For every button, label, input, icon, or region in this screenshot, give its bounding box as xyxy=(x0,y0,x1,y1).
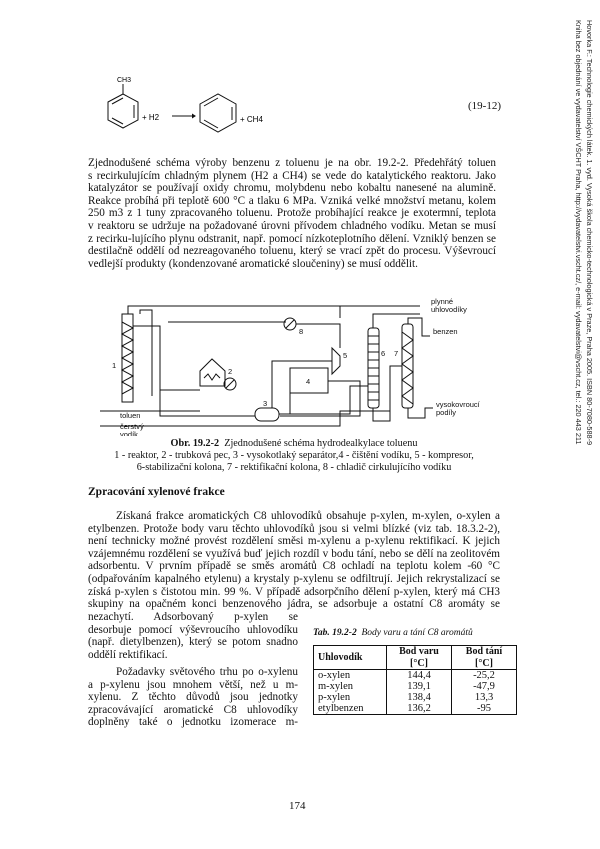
cell-melting: 13,3 xyxy=(452,692,517,703)
table-title-number: Tab. 19.2-2 xyxy=(313,628,357,638)
text-line: z recirku-lujícího plynu odstranit, např. pomocí nízkoteplotního dělení. Vzniklý benzen se xyxy=(88,232,496,245)
label-number-8: 8 xyxy=(299,327,304,336)
text-line: a p-xylenu jsou mnohem větší, než u m- xyxy=(88,678,298,691)
label-number-3: 3 xyxy=(263,399,268,408)
ch3-label: CH3 xyxy=(117,77,132,84)
table-row xyxy=(314,670,517,682)
reactor-packing xyxy=(122,322,133,394)
text-line: vzájemnému rozdělení se využívá buď jejich rozdíl v bodu tání, nebo se dělí na zeolitovém xyxy=(88,547,500,560)
label-benzen: benzen xyxy=(433,327,458,336)
text-line: získá p-xylen s čistotou min. 99 %. V případě adsorpčního dělení p-xylen, který má CH3 xyxy=(88,585,500,598)
label-podily: podíly xyxy=(436,408,457,417)
reaction-arrow-head xyxy=(192,114,196,119)
recycle-line-top xyxy=(128,306,340,318)
section-heading: Zpracování xylenové frakce xyxy=(88,486,225,498)
page-number: 174 xyxy=(289,800,306,812)
label-number-4: 4 xyxy=(306,377,311,386)
caption-line-3: 6-stabilizační kolona, 7 - rektifikační kolona, 8 - chladič cirkulujícího vodíku xyxy=(136,462,452,474)
text-line: etylbenzen. Protože body varu těchto uhlovodíků jsou si velmi blízké (viz tab. 18.3.2-2), xyxy=(88,522,500,535)
label-number-6: 6 xyxy=(381,349,386,358)
paragraph-xylene xyxy=(88,510,500,611)
label-number-7: 7 xyxy=(394,349,399,358)
paragraph-intro xyxy=(88,157,496,270)
label-plynne: plynné xyxy=(431,297,454,306)
text-line: Získaná frakce aromatických C8 uhlovodíků obsahuje p-xylen, m-xylen, o-xylen a xyxy=(116,510,500,522)
text-line: desorbuje pomocí výševroucího uhlovodíku xyxy=(88,623,298,636)
text-line: katalyzátor se používají oxidy chromu, molybdenu nebo kobaltu nanesené na alumině. xyxy=(88,182,496,195)
label-vysokovrouci: vysokovroucí xyxy=(436,400,480,409)
label-cerstvy: čerstvý xyxy=(120,422,144,431)
benzene-outlet xyxy=(408,318,430,336)
table-title-text: Body varu a tání C8 aromátů xyxy=(361,628,473,638)
table-row xyxy=(314,692,517,703)
process-diagram xyxy=(100,296,500,436)
text-line: adsorbentu. V prvním případě se směs aromátů C8 ochladí na teplotu kolem -60 °C xyxy=(88,560,500,573)
heat-exchanger-mark xyxy=(226,380,234,388)
header-boiling: Bod varu [°C] xyxy=(387,646,452,670)
pipe-reactor-out xyxy=(133,326,255,416)
text-line: není technicky možné provést rozdělení směsi m-xylenu a p-xylenu rektifikací. K jejich xyxy=(88,535,500,548)
cell-melting: -25,2 xyxy=(452,670,517,682)
cell-melting: -47,9 xyxy=(452,681,517,692)
separator-3 xyxy=(255,408,279,421)
plus-h2: + H2 xyxy=(142,113,160,122)
text-line: oddělí rektifikací. xyxy=(88,648,168,661)
text-line: Zjednodušené schéma výroby benzenu z toluenu je na obr. 19.2-2. Předehřátý toluen xyxy=(88,157,496,169)
text-line: xylenu. Z těchto důvodů jsou jednotky xyxy=(88,691,298,704)
label-toluen: toluen xyxy=(120,411,141,420)
text-line: skupiny na opačném konci benzenového jádra, se adsorbuje a ostatní C8 aromáty se xyxy=(88,598,500,611)
text-line: (odpařováním kapalného etylenu) a krystaly p-xylenu se odfiltrují. Jejich rekrystalizací se xyxy=(88,572,500,585)
cooler-mark xyxy=(286,320,294,328)
benzene-structure xyxy=(200,94,236,132)
text-line: (např. dietylbenzen), který se potom snadno xyxy=(88,636,298,649)
figure-caption xyxy=(88,438,500,475)
table-row xyxy=(314,681,517,692)
label-uhlovodiky: uhlovodíky xyxy=(431,305,467,314)
citation-line-2: Kniha bez objednání ve vydavatelství VŠCHT Praha, http://vydavatelstvi.vscht.cz/, e-mail: vydavatelstvi@vscht.cz, tel.: 220 443 211 xyxy=(574,20,583,445)
text-line: vedlejší produkty (kondenzované aromatické sloučeniny) se musí oddělit. xyxy=(88,257,418,270)
plus-ch4: + CH4 xyxy=(240,115,263,124)
cell-name: etylbenzen xyxy=(314,703,387,715)
heavy-outlet xyxy=(408,408,433,418)
compressor-5 xyxy=(332,348,340,374)
citation-line-1: Hovorka F.: Technologie chemických látek. 1. vyd. Vysoká škola chemicko-technologická v Praze, Praha 2005. ISBN 80-7080-588-9 xyxy=(585,20,594,446)
furnace-coil xyxy=(204,374,220,380)
label-number-5: 5 xyxy=(343,351,348,360)
table-row xyxy=(314,703,517,715)
cell-name: m-xylen xyxy=(314,681,387,692)
text-line: nezachytí. Adsorbovaný p-xylen se xyxy=(88,611,298,623)
column-7-packing xyxy=(402,332,413,404)
cell-name: o-xylen xyxy=(314,670,387,682)
caption-line-2: 1 - reaktor, 2 - trubková pec, 3 - vysokotlaký separátor,4 - čištění vodíku, 5 - kompresor, xyxy=(114,450,474,462)
reaction-equation xyxy=(88,70,328,155)
text-line: Reakce probíhá při teplotě 600 °C a tlaku 6 MPa. Vzniká velké množství metanu, kolem xyxy=(88,194,496,207)
furnace-2 xyxy=(200,359,225,386)
paragraph-xylene-tail xyxy=(88,611,298,661)
equation-number: (19-12) xyxy=(468,100,501,112)
cell-name: p-xylen xyxy=(314,692,387,703)
cell-boiling: 139,1 xyxy=(387,681,452,692)
pipe-quench xyxy=(140,310,152,396)
header-melting: Bod tání [°C] xyxy=(452,646,517,670)
table-title xyxy=(313,628,473,638)
toluene-structure xyxy=(108,84,138,128)
cell-melting: -95 xyxy=(452,703,517,715)
label-number-2: 2 xyxy=(228,367,233,376)
text-line: doplněny také o jednotku izomerace m- xyxy=(88,716,298,729)
table-header-row xyxy=(314,646,517,670)
label-vodik: vodík xyxy=(120,430,138,436)
side-citation xyxy=(555,20,595,640)
cell-boiling: 138,4 xyxy=(387,692,452,703)
header-hydrocarbon: Uhlovodík xyxy=(314,646,387,670)
column-6-trays xyxy=(368,336,379,400)
caption-line-1 xyxy=(88,438,500,450)
cell-boiling: 144,4 xyxy=(387,670,452,682)
column-6-bottom xyxy=(373,366,402,421)
boiling-melting-table xyxy=(313,645,517,715)
text-line: destilačně oddělí od nezreagovaného toluenu, který se vrací zpět do procesu. Výševroucí xyxy=(88,245,496,258)
paragraph-demand xyxy=(88,666,298,729)
text-line: 250 m3 z 1 tuny zpracovaného toluenu. Protože probíhající reakce je exotermní, teplota xyxy=(88,207,496,220)
label-number-1: 1 xyxy=(112,361,117,370)
text-line: s recirkulujícím chladným plynem (H2 a CH4) se vede do katalytického reaktoru. Jako xyxy=(88,169,496,182)
text-line: zpracovávající aromatické C8 uhlovodíky xyxy=(88,703,298,716)
separator-to-column xyxy=(279,386,368,414)
caption-text: Zjednodušené schéma hydrodealkylace toluenu xyxy=(224,438,418,449)
text-line: v reaktoru se udržuje na požadované úrovni přívodem chladného vodíku. Metan se musí xyxy=(88,219,496,232)
separator-to-cleaning xyxy=(280,393,290,414)
caption-title: Obr. 19.2-2 xyxy=(170,438,220,449)
cell-boiling: 136,2 xyxy=(387,703,452,715)
text-line: Požadavky světového trhu po o-xylenu xyxy=(116,666,298,678)
